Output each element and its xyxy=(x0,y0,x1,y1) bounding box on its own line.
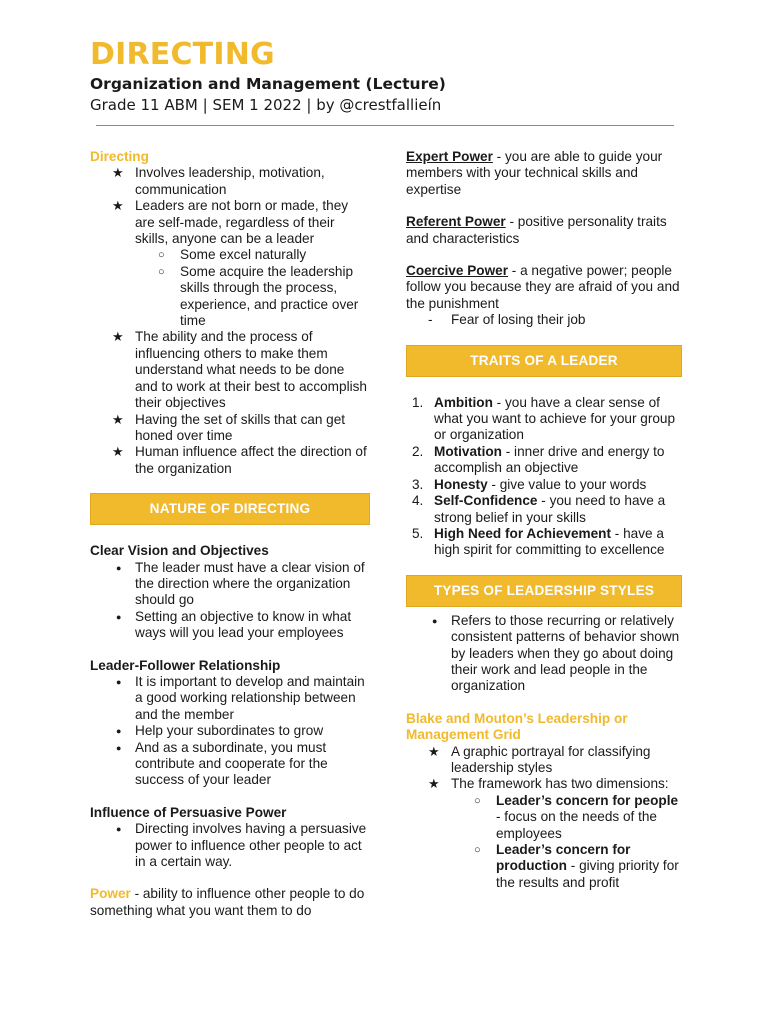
trait-text: - you have a clear sense of what you want to achieve for your group or organization xyxy=(434,394,676,443)
list-item-text: And as a subordinate, you must contribute and cooperate for the success of your leader xyxy=(135,739,328,788)
list-item xyxy=(406,744,682,777)
banner-traits-of-a-leader: TRAITS OF A LEADER xyxy=(406,345,682,377)
trait-item xyxy=(406,526,682,559)
sub-list-item-text: Some excel naturally xyxy=(180,247,307,263)
dimension-term: Leader’s concern for production xyxy=(496,842,631,874)
trait-item xyxy=(406,477,682,493)
sub-list-item xyxy=(90,264,370,330)
styles-list xyxy=(406,613,682,695)
section-heading-relationship: Leader-Follower Relationship xyxy=(90,657,281,673)
trait-term: Ambition xyxy=(434,394,493,410)
list-item-text: Fear of losing their job xyxy=(451,312,586,328)
document-title: DIRECTING xyxy=(90,37,275,72)
list-item-text: It is important to develop and maintain a good working relationship between and the member xyxy=(135,673,365,722)
trait-text: - give value to your words xyxy=(487,476,647,492)
list-item-text: Refers to those recurring or relatively consistent patterns of behavior shown by leaders when they go about doing their work and lead people in the organization xyxy=(451,612,680,694)
trait-text: - have a high spirit for committing to excellence xyxy=(434,525,665,558)
traits-list xyxy=(406,395,682,559)
section-heading-directing: Directing xyxy=(90,149,149,164)
dimension-text: - focus on the needs of the employees xyxy=(496,809,657,841)
trait-term: Motivation xyxy=(434,443,502,459)
section-heading-vision: Clear Vision and Objectives xyxy=(90,543,269,559)
list-item xyxy=(90,674,370,723)
banner-nature-of-directing: NATURE OF DIRECTING xyxy=(90,493,370,525)
grid-list xyxy=(406,744,682,793)
trait-text: - inner drive and energy to accomplish an objective xyxy=(434,443,665,476)
referent-power-definition xyxy=(406,214,682,247)
list-item xyxy=(90,740,370,789)
trait-item xyxy=(406,493,682,526)
grid-dimensions-list xyxy=(406,793,682,891)
dimension-term: Leader’s concern for people xyxy=(496,792,679,808)
list-item xyxy=(90,609,370,642)
list-item xyxy=(90,412,370,445)
list-item xyxy=(90,165,370,198)
trait-number: 4. xyxy=(412,493,424,509)
list-item-text: Help your subordinates to grow xyxy=(135,723,324,739)
trait-term: Self-Confidence xyxy=(434,493,538,509)
header-divider xyxy=(96,125,674,126)
coercive-list xyxy=(406,312,682,328)
directing-list-continued xyxy=(90,329,370,477)
relationship-list xyxy=(90,674,370,789)
coercive-power-text: - a negative power; people follow you because they are afraid of you and the punishment xyxy=(406,263,680,311)
list-item xyxy=(90,329,370,411)
list-item-text: Human influence affect the direction of the organization xyxy=(135,444,367,476)
trait-number: 5. xyxy=(412,525,424,541)
list-item-text: A graphic portrayal for classifying leadership styles xyxy=(451,743,651,775)
directing-list xyxy=(90,165,370,247)
list-item-text: The ability and the process of influencing others to make them understand what needs to be done and to work at their best to accomplish their objectives xyxy=(135,329,367,411)
list-item-text: Directing involves having a persuasive power to influence other people to act in a certain way. xyxy=(135,821,367,870)
persuasive-list xyxy=(90,821,370,870)
expert-power-text: - you are able to guide your members with your technical skills and expertise xyxy=(406,149,663,197)
section-heading-persuasive: Influence of Persuasive Power xyxy=(90,804,287,820)
trait-number: 1. xyxy=(412,394,424,410)
vision-list xyxy=(90,560,370,642)
trait-text: - you need to have a strong belief in your skills xyxy=(434,493,666,525)
dimension-text: - giving priority for the results and profit xyxy=(496,858,679,890)
expert-power-definition xyxy=(406,149,682,198)
banner-types-of-leadership-styles: TYPES OF LEADERSHIP STYLES xyxy=(406,575,682,607)
directing-sublist xyxy=(90,247,370,329)
trait-number: 3. xyxy=(412,476,424,492)
trait-number: 2. xyxy=(412,443,424,459)
list-item xyxy=(90,198,370,247)
list-item-text: The leader must have a clear vision of the direction where the organization should go xyxy=(135,559,365,608)
power-definition xyxy=(90,886,370,919)
coercive-power-definition xyxy=(406,263,682,312)
trait-term: Honesty xyxy=(434,476,488,492)
list-item xyxy=(406,312,682,328)
sub-list-item xyxy=(90,247,370,263)
left-column xyxy=(90,149,370,919)
power-term: Power xyxy=(90,886,131,902)
sub-list-item xyxy=(406,842,682,891)
list-item-text: Leaders are not born or made, they are self-made, regardless of their skills, anyone can be a leader xyxy=(135,198,349,247)
list-item-text: Setting an objective to know in what ways will you lead your employees xyxy=(135,608,352,641)
document-meta: Grade 11 ABM | SEM 1 2022 | by @crestfallieín xyxy=(90,96,442,114)
expert-power-term: Expert Power xyxy=(406,149,493,164)
coercive-power-term: Coercive Power xyxy=(406,263,508,279)
list-item xyxy=(90,821,370,870)
list-item-text: Involves leadership, motivation, communication xyxy=(135,165,325,197)
referent-power-term: Referent Power xyxy=(406,214,506,230)
section-heading-management-grid: Blake and Mouton’s Leadership or Management Grid xyxy=(406,710,628,743)
document-header xyxy=(90,38,680,115)
list-item xyxy=(406,776,682,792)
list-item xyxy=(90,560,370,609)
document-subtitle: Organization and Management (Lecture) xyxy=(90,75,446,93)
list-item xyxy=(90,444,370,477)
list-item xyxy=(406,613,682,695)
right-column xyxy=(406,149,682,891)
list-item xyxy=(90,723,370,739)
list-item-text: Having the set of skills that can get honed over time xyxy=(135,411,346,443)
trait-term: High Need for Achievement xyxy=(434,525,612,541)
power-text: - ability to influence other people to do something what you want them to do xyxy=(90,886,365,918)
list-item-text: The framework has two dimensions: xyxy=(451,776,669,792)
sub-list-item-text: Some acquire the leadership skills through the process, experience, and practice over time xyxy=(180,263,359,329)
referent-power-text: - positive personality traits and characteristics xyxy=(406,214,667,246)
sub-list-item xyxy=(406,793,682,842)
trait-item xyxy=(406,395,682,444)
trait-item xyxy=(406,444,682,477)
